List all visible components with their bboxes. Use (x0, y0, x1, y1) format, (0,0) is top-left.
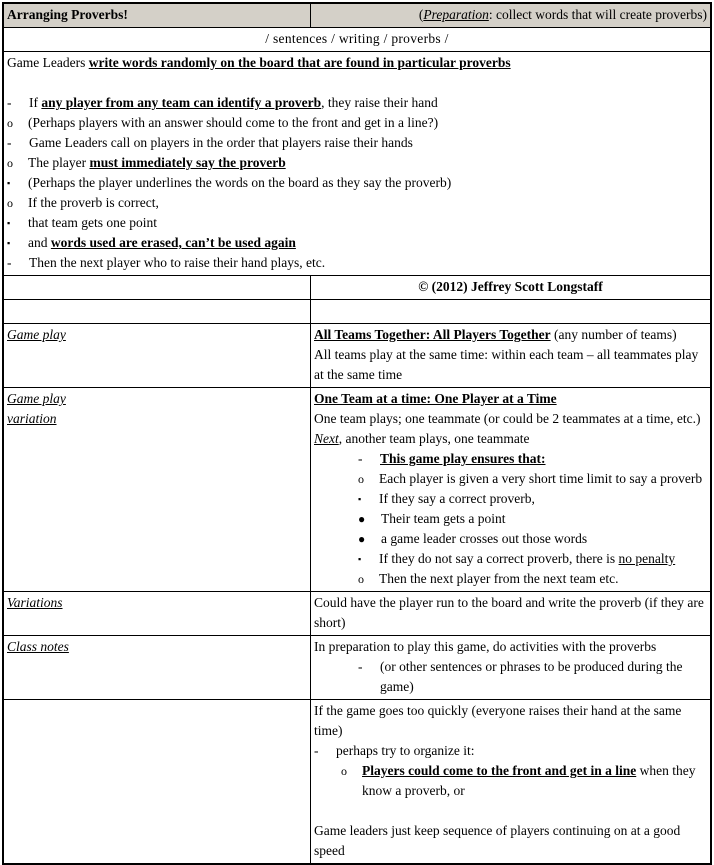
instructions-list-level2 (7, 153, 707, 253)
square-bullet-icon: ▪ (7, 238, 11, 248)
variation-heading (314, 389, 707, 409)
list-item-text: Each player is given a very short time limit to say a proverb (379, 471, 703, 486)
variation-list-level3 (358, 489, 707, 569)
circle-bullet-icon: o (7, 156, 13, 170)
spacer-body-cell (311, 300, 712, 324)
text-underline: no penalty (618, 551, 676, 566)
game-play-variation-label-cell (3, 388, 311, 592)
preparation-label: Preparation (423, 7, 489, 22)
square-bullet-icon: ▪ (7, 178, 11, 188)
list-item (358, 657, 707, 697)
final-line1: If the game goes too quickly (everyone raises their hand at the same time) (314, 703, 682, 738)
instructions-list-level1 (7, 93, 707, 273)
list-item-text: Then the next player from the next team etc. (379, 571, 619, 586)
lead-bold: write words randomly on the board that are found in particular proverbs (88, 55, 511, 70)
circle-bullet-icon: o (358, 572, 364, 586)
text-rest: when they know a proverb, or (362, 763, 696, 798)
final-spacer (314, 801, 707, 821)
variation-list-level1 (358, 449, 707, 589)
copyright-row (3, 276, 711, 300)
text-bold: any player from any team can identify a proverb (41, 95, 322, 110)
row-label-line1 (7, 389, 307, 409)
dash-bullet-icon: - (7, 95, 12, 110)
list-item (7, 173, 707, 193)
text-pre: The player (28, 155, 90, 170)
final-notes-body-cell (311, 700, 712, 865)
list-item (7, 213, 707, 233)
final-last-line: Game leaders just keep sequence of players continuing on at a good speed (314, 823, 681, 858)
row-label-line2 (7, 409, 307, 429)
instructions-lead (7, 53, 707, 73)
disc-bullet-icon: ● (358, 532, 366, 546)
list-item (7, 133, 707, 253)
text-bold: Players could come to the front and get in a line (362, 763, 637, 778)
game-play-variation-row (3, 388, 711, 592)
variations-label-cell (3, 592, 311, 636)
list-item (358, 509, 707, 529)
topic-tags: / sentences / writing / proverbs / (3, 28, 711, 52)
instructions-list-level3 (7, 173, 707, 193)
page-title: Arranging Proverbs! (3, 3, 311, 28)
list-item (7, 233, 707, 253)
list-item-text: perhaps try to organize it: (336, 743, 475, 758)
square-bullet-icon: ▪ (358, 494, 362, 504)
preparation-note (311, 3, 712, 28)
dash-bullet-icon: - (358, 659, 363, 674)
dash-bullet-icon: - (7, 135, 12, 150)
circle-bullet-icon: o (341, 764, 347, 778)
class-notes-label-cell (3, 636, 311, 700)
variations-row (3, 592, 711, 636)
row-label-text: Game play (7, 391, 66, 406)
list-item-text: Game Leaders call on players in the order that players raise their hands (29, 135, 413, 150)
preparation-rest: : collect words that will create proverbs) (488, 7, 707, 22)
class-notes-body-cell (311, 636, 712, 700)
spacer-label-cell (3, 300, 311, 324)
instructions-row (3, 52, 711, 276)
final-list-level1 (314, 741, 707, 801)
list-item (7, 153, 707, 193)
text-bold: This game play ensures that: (380, 451, 546, 466)
class-notes-line1: In preparation to play this game, do activities with the proverbs (314, 639, 657, 654)
game-play-body-cell (311, 324, 712, 388)
lead-plain: Game Leaders (7, 55, 89, 70)
list-item-text: (Perhaps players with an answer should come to the front and get in a line?) (28, 115, 439, 130)
text-bold: words used are erased, can’t be used again (50, 235, 296, 250)
variation-list-level4 (358, 509, 707, 549)
row-label-text: variation (7, 411, 57, 426)
instructions-cell (3, 52, 711, 276)
dash-bullet-icon: - (358, 451, 363, 466)
preparation-open: ( (418, 7, 424, 22)
final-notes-label-cell (3, 700, 311, 865)
list-item (341, 761, 707, 801)
list-item-text: Their team gets a point (381, 511, 506, 526)
variation-line2: One team plays; one teammate (or could be 2 teammates at a time, etc.) (314, 411, 701, 426)
list-item (358, 489, 707, 549)
game-play-row (3, 324, 711, 388)
list-item (358, 529, 707, 549)
instructions-list-level2 (7, 113, 707, 133)
list-item (7, 253, 707, 273)
heading-rest: (any number of teams) (550, 327, 677, 342)
text-pre: If they do not say a correct proverb, there is (379, 551, 619, 566)
tags-row (3, 28, 711, 52)
text-bold: must immediately say the proverb (89, 155, 286, 170)
list-item (358, 569, 707, 589)
variations-body-cell (311, 592, 712, 636)
list-item (358, 549, 707, 569)
lesson-plan-table (2, 2, 712, 865)
list-item-text (358, 449, 707, 469)
circle-bullet-icon: o (7, 116, 13, 130)
row-label: Variations (7, 595, 63, 610)
next-rest: , another team plays, one teammate (338, 431, 530, 446)
square-bullet-icon: ▪ (358, 554, 362, 564)
list-item (7, 113, 707, 133)
list-item (358, 449, 707, 589)
list-item-text: Then the next player who to raise their hand plays, etc. (29, 255, 326, 270)
game-play-label-cell (3, 324, 311, 388)
list-item-text: (or other sentences or phrases to be produced during the game) (380, 659, 683, 694)
final-list-level2 (341, 761, 707, 801)
list-item (314, 741, 707, 801)
game-play-variation-body-cell (311, 388, 712, 592)
class-notes-row (3, 636, 711, 700)
final-notes-row (3, 700, 711, 865)
row-label: Game play (7, 327, 66, 342)
list-item (7, 93, 707, 133)
list-item (358, 469, 707, 569)
list-item-text: (Perhaps the player underlines the words on the board as they say the proverb) (28, 175, 452, 190)
copyright-notice: © (2012) Jeffrey Scott Longstaff (311, 276, 712, 300)
list-item-text (358, 549, 707, 569)
heading-bold: All Teams Together: All Players Together (314, 327, 551, 342)
game-play-detail: All teams play at the same time: within each team – all teammates play at the same time (314, 347, 699, 382)
header-row (3, 3, 711, 28)
dash-bullet-icon: - (7, 255, 12, 270)
list-item-text (7, 233, 707, 253)
circle-bullet-icon: o (7, 196, 13, 210)
disc-bullet-icon: ● (358, 512, 366, 526)
row-label: Class notes (7, 639, 69, 654)
list-item (7, 193, 707, 253)
square-bullet-icon: ▪ (7, 218, 11, 228)
list-item-text (7, 93, 707, 113)
list-item-text: If the proverb is correct, (28, 195, 159, 210)
list-item-text (7, 153, 707, 173)
dash-bullet-icon: - (314, 743, 319, 758)
spacer-row (3, 300, 711, 324)
game-play-heading (314, 325, 707, 345)
instructions-list-level3 (7, 213, 707, 253)
variation-list-level2 (358, 469, 707, 589)
list-item-text: a game leader crosses out those words (381, 531, 588, 546)
document-page (0, 2, 714, 858)
text-pre: and (28, 235, 51, 250)
list-item-text: If they say a correct proverb, (379, 491, 535, 506)
list-item-text: that team gets one point (28, 215, 157, 230)
circle-bullet-icon: o (358, 472, 364, 486)
copyright-label-cell (3, 276, 311, 300)
variations-text: Could have the player run to the board and write the proverb (if they are short) (314, 595, 704, 630)
heading-bold: One Team at a time: One Player at a Time (314, 391, 557, 406)
text-post: , they raise their hand (321, 95, 438, 110)
variation-line3 (314, 429, 707, 449)
class-notes-list (358, 657, 707, 697)
list-item-text (341, 761, 707, 801)
spacer-line (7, 73, 707, 93)
text-pre: If (29, 95, 42, 110)
next-label: Next (314, 431, 339, 446)
